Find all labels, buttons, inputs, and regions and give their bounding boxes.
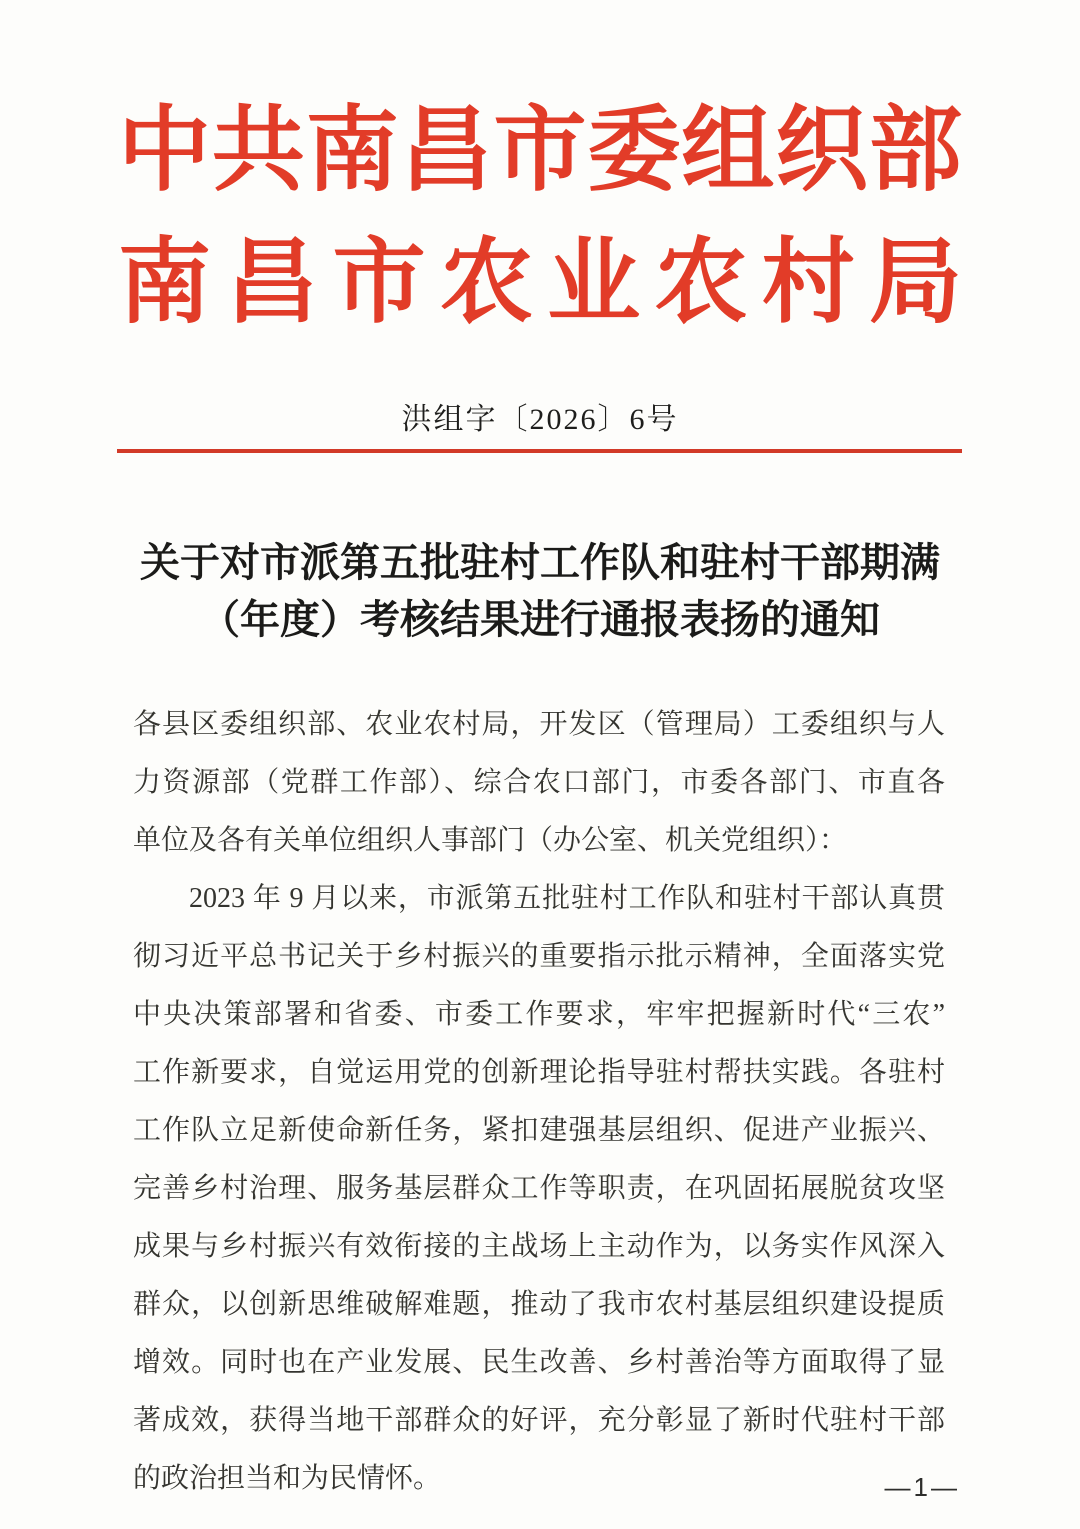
body-line: 增效。同时也在产业发展、民生改善、乡村善治等方面取得了显 bbox=[133, 1347, 945, 1378]
body-line: 群众，以创新思维破解难题，推动了我市农村基层组织建设提质 bbox=[133, 1289, 945, 1320]
salutation-line: 各县区委组织部、农业农村局，开发区（管理局）工委组织与人 bbox=[133, 709, 945, 740]
page-number: —1— bbox=[884, 1472, 960, 1502]
salutation-line: 单位及各有关单位组织人事部门（办公室、机关党组织）： bbox=[133, 825, 848, 856]
body-line: 2023 年 9 月以来，市派第五批驻村工作队和驻村干部认真贯 bbox=[189, 883, 945, 914]
title-line-1: 关于对市派第五批驻村工作队和驻村干部期满 bbox=[140, 540, 940, 585]
issuing-org-line-1: 中 共 南 昌 市 委 组 织 部 bbox=[118, 100, 962, 203]
body-line: 工作新要求，自觉运用党的创新理论指导驻村帮扶实践。各驻村 bbox=[133, 1057, 945, 1088]
body-line: 完善乡村治理、服务基层群众工作等职责，在巩固拓展脱贫攻坚 bbox=[133, 1173, 945, 1204]
title-line-2: （年度）考核结果进行通报表扬的通知 bbox=[200, 597, 880, 642]
salutation-line: 力资源部（党群工作部）、综合农口部门，市委各部门、市直各 bbox=[133, 767, 945, 798]
document-letterhead bbox=[118, 86, 962, 350]
body-line: 的政治担当和为民情怀。 bbox=[133, 1463, 442, 1494]
body-line: 工作队立足新使命新任务，紧扣建强基层组织、促进产业振兴、 bbox=[133, 1115, 945, 1146]
red-divider-line bbox=[117, 449, 962, 453]
body-line: 著成效，获得当地干部群众的好评，充分彰显了新时代驻村干部 bbox=[133, 1405, 945, 1436]
issuing-org-line-2: 南 昌 市 农 业 农 村 局 bbox=[118, 232, 962, 335]
document-title bbox=[100, 534, 980, 648]
document-body bbox=[133, 696, 945, 1508]
document-number: 洪组字〔2026〕6号 bbox=[401, 403, 679, 436]
body-line: 彻习近平总书记关于乡村振兴的重要指示批示精神，全面落实党 bbox=[133, 941, 945, 972]
body-line: 成果与乡村振兴有效衔接的主战场上主动作为，以务实作风深入 bbox=[133, 1231, 945, 1262]
body-line: 中央决策部署和省委、市委工作要求，牢牢把握新时代“三农” bbox=[133, 999, 945, 1030]
